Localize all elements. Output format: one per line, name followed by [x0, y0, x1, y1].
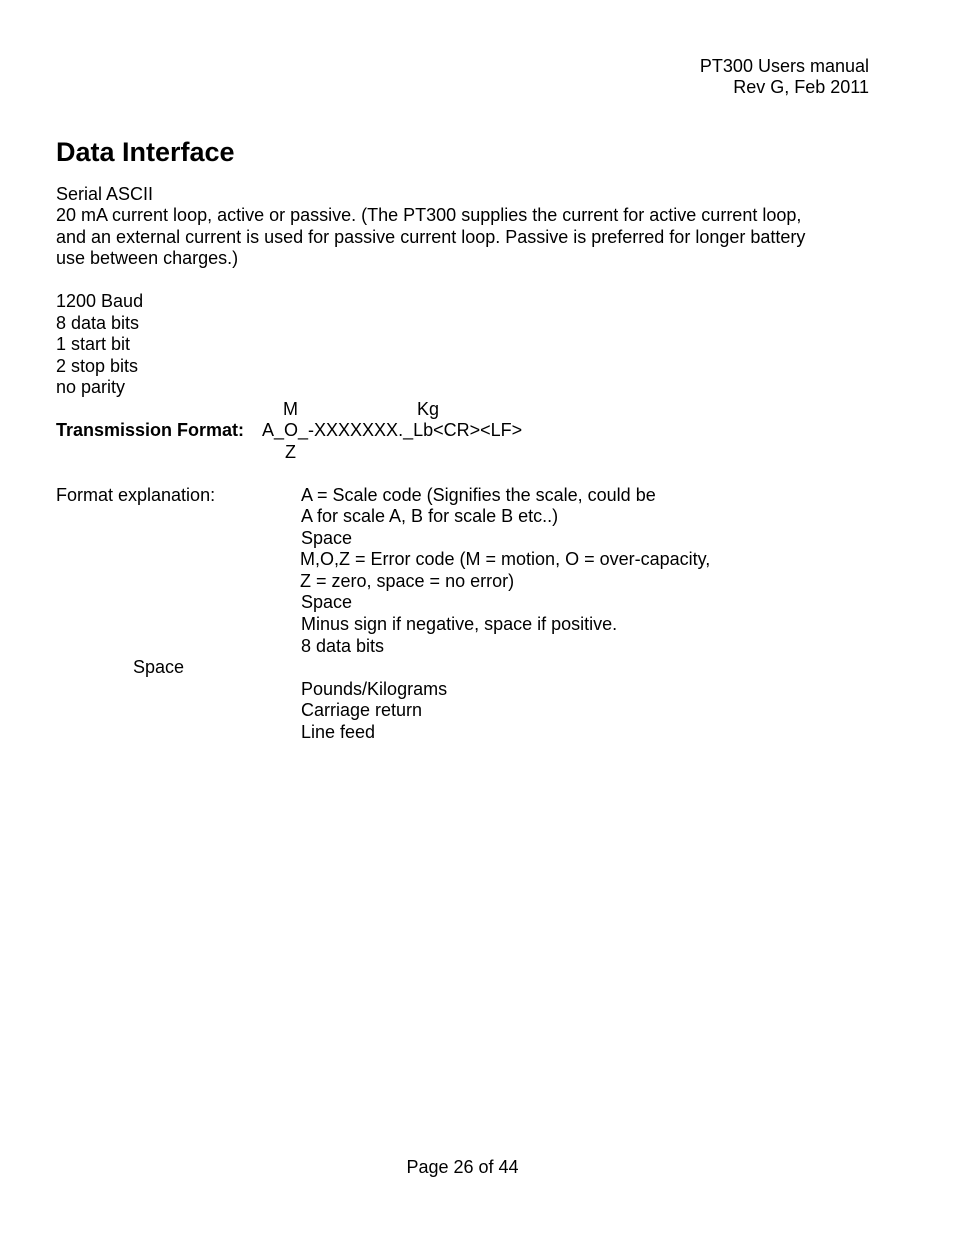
- explanation-line: Minus sign if negative, space if positive.: [301, 614, 618, 634]
- intro-line: and an external current is used for passive current loop. Passive is preferred for longer battery: [56, 227, 806, 247]
- settings-item: 1 start bit: [56, 334, 131, 354]
- explanation-line: A = Scale code (Signifies the scale, could be: [301, 485, 656, 505]
- settings-item: no parity: [56, 377, 126, 397]
- explanation-line: Carriage return: [301, 700, 423, 720]
- header-title: PT300 Users manual: [699, 56, 869, 76]
- settings-item: 1200 Baud: [56, 291, 144, 311]
- intro-line: 20 mA current loop, active or passive. (The PT300 supplies the current for active current loop,: [56, 205, 802, 225]
- intro-line: use between charges.): [56, 248, 239, 268]
- intro-line: Serial ASCII: [56, 184, 154, 204]
- page-title: Data Interface: [56, 137, 235, 167]
- header-revision: Rev G, Feb 2011: [733, 77, 869, 97]
- format-alt-z: Z: [285, 442, 296, 462]
- explanation-line: Pounds/Kilograms: [301, 679, 448, 699]
- settings-item: 8 data bits: [56, 313, 140, 333]
- explanation-line: 8 data bits: [301, 636, 385, 656]
- explanation-line: A for scale A, B for scale B etc..): [301, 506, 559, 526]
- settings-item: 2 stop bits: [56, 356, 139, 376]
- format-alt-kg: Kg: [417, 399, 440, 419]
- explanation-line: M,O,Z = Error code (M = motion, O = over-capacity,: [300, 549, 711, 569]
- explanation-line: Line feed: [301, 722, 376, 742]
- explanation-line: Space: [301, 528, 353, 548]
- explanation-line: Z = zero, space = no error): [300, 571, 515, 591]
- explanation-line: Space: [133, 657, 185, 677]
- explanation-line: Space: [301, 592, 353, 612]
- format-explanation-label: Format explanation:: [56, 485, 216, 505]
- format-alt-m: M: [283, 399, 298, 419]
- transmission-format-string: A_O_-XXXXXXX._Lb<CR><LF>: [262, 420, 523, 440]
- page-number: Page 26 of 44: [406, 1157, 519, 1177]
- transmission-format-label: Transmission Format:: [56, 420, 245, 440]
